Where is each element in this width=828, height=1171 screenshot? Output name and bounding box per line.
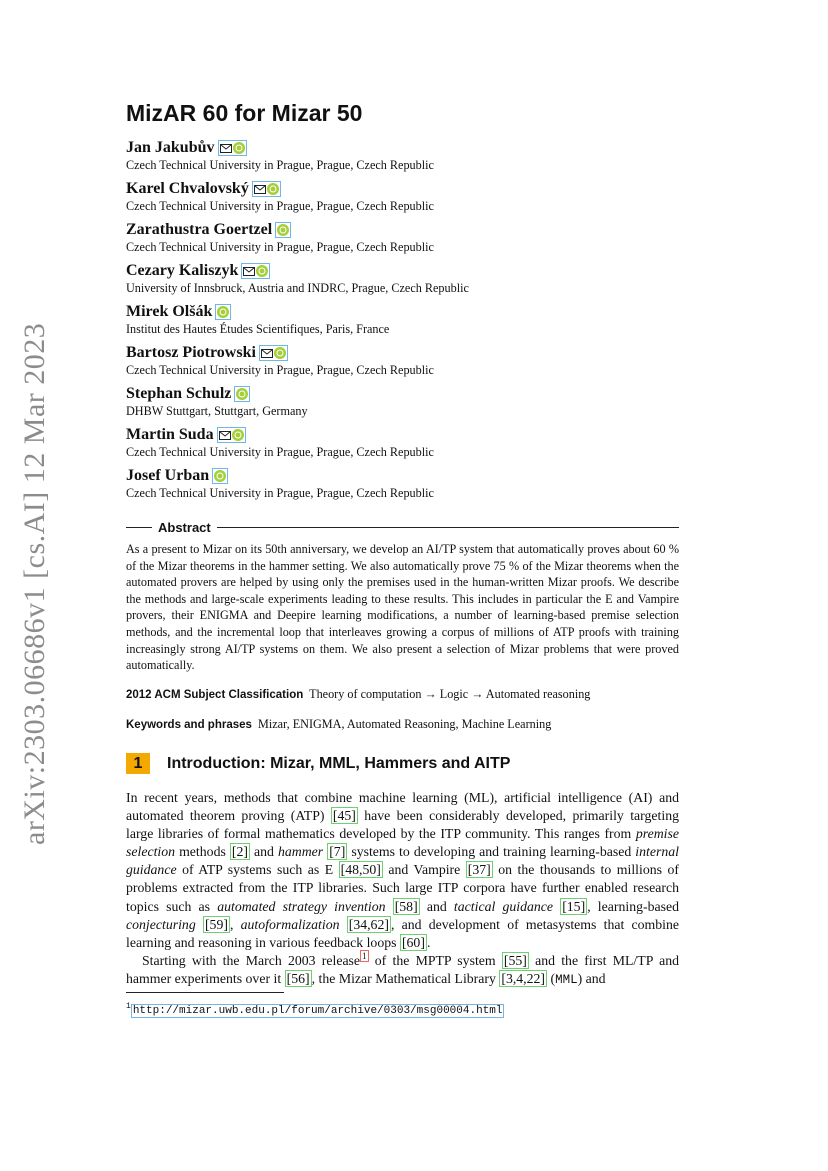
email-icon[interactable] [254, 185, 266, 194]
body-text [126, 789, 679, 989]
text-run: ) and [577, 970, 606, 986]
author-affiliation: Czech Technical University in Prague, Prague, Czech Republic [126, 445, 434, 459]
footnote-number: 1 [126, 1002, 131, 1011]
author-name-line [126, 384, 679, 404]
text-run: systems to developing and training learning-based [347, 844, 636, 860]
author-name: Mirek Olšák [126, 303, 213, 320]
orcid-icon[interactable] [256, 265, 268, 277]
orcid-icon[interactable] [233, 142, 245, 154]
text-run: on the thousands to millions of problems extracted from the ITP libraries. Such large ITP corpora have further enabled research topics such as [126, 862, 679, 914]
text-run: , and development of metasystems that combine learning and reasoning in various feedback loops [126, 916, 680, 950]
author-block [126, 179, 679, 220]
author-affiliation: DHBW Stuttgart, Stuttgart, Germany [126, 404, 308, 418]
section-title: Introduction: Mizar, MML, Hammers and AITP [167, 754, 511, 772]
text-run [386, 899, 393, 914]
monospace-term: MML [555, 972, 578, 987]
text-run: , learning-based [587, 898, 679, 914]
author-links[interactable] [252, 181, 281, 197]
citation-link[interactable]: [7] [329, 844, 346, 860]
orcid-icon[interactable] [274, 347, 286, 359]
author-name: Stephan Schulz [126, 385, 232, 402]
author-links[interactable] [212, 468, 228, 484]
author-block [126, 302, 679, 343]
abstract-heading [126, 519, 679, 535]
citation-link[interactable]: [45] [332, 808, 356, 824]
text-run: ( [547, 970, 556, 986]
author-name: Jan Jakubův [126, 139, 215, 156]
citation-link[interactable]: [55] [503, 952, 527, 968]
emphasis: automated strategy invention [217, 898, 386, 914]
abstract-rule-right [217, 527, 679, 528]
author-block [126, 220, 679, 261]
citation-link[interactable]: [34,62] [348, 916, 389, 932]
text-run: of ATP systems such as E [176, 862, 339, 878]
author-name-line [126, 425, 679, 445]
author-name: Karel Chvalovský [126, 180, 249, 197]
author-links[interactable] [241, 263, 270, 279]
orcid-icon[interactable] [277, 224, 289, 236]
author-links[interactable] [275, 222, 291, 238]
author-block [126, 384, 679, 425]
orcid-icon[interactable] [267, 183, 279, 195]
citation-link[interactable]: [37] [467, 862, 491, 878]
section-heading [126, 753, 510, 774]
author-name-line [126, 138, 679, 158]
author-name: Bartosz Piotrowski [126, 344, 256, 361]
footnote-url-link[interactable]: http://mizar.uwb.edu.pl/forum/archive/0303/msg00004.html [132, 1004, 503, 1017]
emphasis: internal guidance [126, 844, 679, 878]
author-links[interactable] [217, 427, 246, 443]
author-block [126, 138, 679, 179]
author-affiliation: Institut des Hautes Études Scientifiques, Paris, France [126, 322, 390, 336]
author-list [126, 138, 679, 507]
text-run: and Vampire [382, 862, 466, 878]
text-run: In recent years, methods that combine machine learning (ML), artificial intelligence (AI) and automated theorem proving (ATP) [126, 790, 679, 824]
author-affiliation: Czech Technical University in Prague, Prague, Czech Republic [126, 486, 434, 500]
acm-label: 2012 ACM Subject Classification [126, 689, 304, 701]
abstract-rule-left [126, 527, 152, 528]
author-links[interactable] [215, 304, 231, 320]
citation-link[interactable]: [58] [394, 898, 418, 914]
citation-link[interactable]: [56] [286, 970, 310, 986]
citation-link[interactable]: [2] [231, 844, 248, 860]
author-links[interactable] [259, 345, 288, 361]
keywords-label: Keywords and phrases [126, 719, 252, 731]
author-block [126, 343, 679, 384]
text-run: have been considerably developed, primarily targeting large libraries of formal mathematics developed by the ITP community. This ranges from [126, 808, 679, 842]
author-affiliation: Czech Technical University in Prague, Prague, Czech Republic [126, 199, 434, 213]
footnote [126, 1002, 504, 1017]
author-links[interactable] [218, 140, 247, 156]
author-name: Zarathustra Goertzel [126, 221, 273, 238]
citation-link[interactable]: [15] [562, 898, 586, 914]
citation-link[interactable]: [48,50] [340, 862, 381, 878]
orcid-icon[interactable] [214, 470, 226, 482]
citation-link[interactable]: [59] [204, 916, 228, 932]
keywords-value: Mizar, ENIGMA, Automated Reasoning, Machine Learning [258, 717, 552, 731]
author-affiliation: Czech Technical University in Prague, Prague, Czech Republic [126, 363, 434, 377]
paragraph-2 [126, 952, 679, 989]
emphasis: premise selection [126, 826, 679, 860]
author-name: Cezary Kaliszyk [126, 262, 239, 279]
citation-link[interactable]: [60] [401, 934, 425, 950]
author-name-line [126, 302, 679, 322]
orcid-icon[interactable] [232, 429, 244, 441]
author-block [126, 261, 679, 302]
text-run: , [229, 916, 241, 932]
text-run: Starting with the March 2003 release [142, 952, 361, 968]
text-run: and [249, 844, 278, 860]
footnote-marker[interactable]: 1 [362, 951, 367, 962]
text-run: of the MPTP system [368, 952, 502, 968]
acm-value: Theory of computation → Logic → Automated reasoning [309, 687, 591, 701]
author-name-line [126, 179, 679, 199]
author-name-line [126, 261, 679, 281]
author-name: Martin Suda [126, 426, 214, 443]
author-links[interactable] [234, 386, 250, 402]
author-affiliation: Czech Technical University in Prague, Prague, Czech Republic [126, 158, 434, 172]
citation-link[interactable]: [3,4,22] [501, 970, 546, 986]
text-run [196, 917, 203, 932]
text-run: methods [175, 844, 230, 860]
arxiv-stamp: arXiv:2303.06686v1 [cs.AI] 12 Mar 2023 [18, 322, 51, 845]
keywords [126, 716, 679, 733]
emphasis: autoformalization [240, 916, 340, 932]
abstract-title: Abstract [158, 519, 211, 535]
text-run: . [426, 934, 431, 950]
abstract-text: As a present to Mizar on its 50th anniversary, we develop an AI/TP system that automatically proves about 60 % of the Mizar theorems in the hammer setting. We also automatically prove 75 % of the Mizar theorems when the automated provers are helped by using only the premises used in the human-written Mizar proofs. We describe the methods and large-scale experiments leading to these results. This includes in particular the E and Vampire provers, their ENIGMA and Deepire learning modifications, a number of learning-based premise selection methods, and the incremental loop that interleaves growing a corpus of millions of ATP proofs with training increasingly strong AI/TP systems on them. We also present a selection of Mizar problems that were proved automatically. [126, 542, 679, 673]
text-run [340, 917, 347, 932]
author-name: Josef Urban [126, 467, 210, 484]
email-icon[interactable] [220, 144, 232, 153]
section-number: 1 [126, 753, 150, 774]
acm-classification [126, 686, 679, 703]
emphasis: conjecturing [126, 916, 196, 932]
email-icon[interactable] [243, 267, 255, 276]
text-run: , the Mizar Mathematical Library [311, 970, 500, 986]
text-run: and the first ML/TP and hammer experiments over it [126, 952, 679, 986]
paper-title: MizAR 60 for Mizar 50 [126, 100, 363, 126]
emphasis: hammer [277, 844, 324, 860]
email-icon[interactable] [219, 431, 231, 440]
emphasis: tactical guidance [453, 898, 554, 914]
author-block [126, 425, 679, 466]
author-name-line [126, 466, 679, 486]
author-name-line [126, 343, 679, 363]
author-affiliation: University of Innsbruck, Austria and INDRC, Prague, Czech Republic [126, 281, 469, 295]
author-affiliation: Czech Technical University in Prague, Prague, Czech Republic [126, 240, 434, 254]
text-run: and [419, 898, 454, 914]
paragraph-1 [126, 789, 679, 952]
footnote-rule [126, 992, 284, 993]
orcid-icon[interactable] [236, 388, 248, 400]
orcid-icon[interactable] [217, 306, 229, 318]
author-name-line [126, 220, 679, 240]
author-block [126, 466, 679, 507]
email-icon[interactable] [261, 349, 273, 358]
